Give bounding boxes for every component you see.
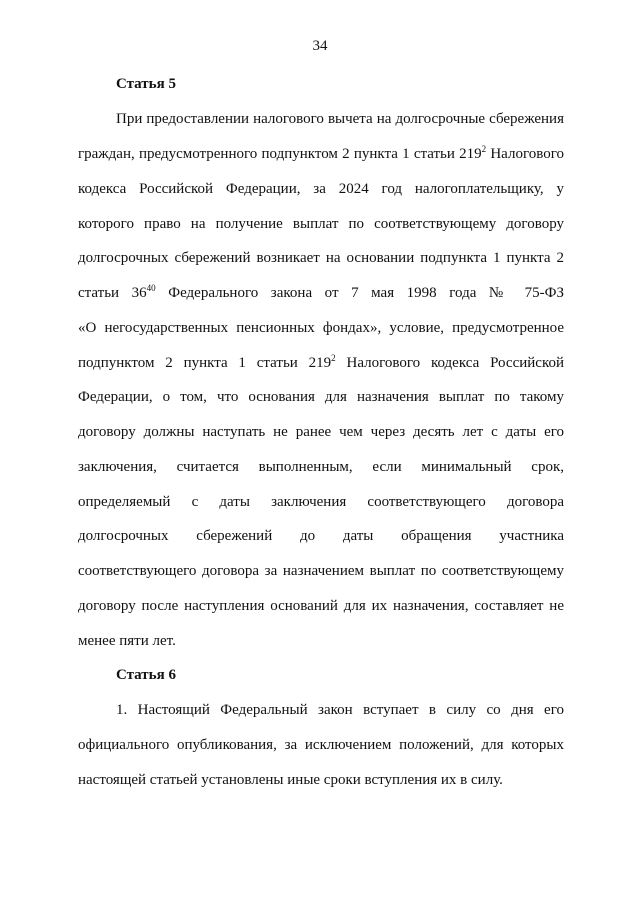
text-line: определяемый с даты заключения соответствующего договора xyxy=(78,494,564,510)
text-line: Федерации, о том, что основания для назначения выплат по такому xyxy=(78,389,564,405)
text-line: договору после наступления оснований для их назначения, составляет не xyxy=(78,598,564,614)
text-line: 1. Настоящий Федеральный закон вступает в силу со дня его xyxy=(116,702,564,718)
text-line: менее пяти лет. xyxy=(78,633,176,649)
text-line: договору должны наступать не ранее чем через десять лет с даты его xyxy=(78,424,564,440)
page-number: 34 xyxy=(312,38,328,54)
article-6-heading: Статья 6 xyxy=(116,667,176,683)
text-line: подпунктом 2 пункта 1 статьи $219^2$ Налогового кодекса Российской xyxy=(78,353,564,371)
text-line: «О негосударственных пенсионных фондах», условие, предусмотренное xyxy=(78,320,564,336)
text-line: долгосрочных сбережений возникает на основании подпункта 1 пункта 2 xyxy=(78,250,564,266)
article-5-heading: Статья 5 xyxy=(116,76,176,92)
text-line: официального опубликования, за исключением положений, для которых xyxy=(78,737,564,753)
text-line: настоящей статьей установлены иные сроки вступления их в силу. xyxy=(78,772,503,788)
text-line: соответствующего договора за назначением выплат по соответствующему xyxy=(78,563,564,579)
text-line: статьи $36^{40}$ Федерального закона от 7 мая 1998 года № 75-ФЗ xyxy=(78,283,564,301)
text-line: которого право на получение выплат по соответствующему договору xyxy=(78,216,564,232)
text-line: При предоставлении налогового вычета на долгосрочные сбережения xyxy=(116,111,564,127)
text-line: граждан, предусмотренного подпунктом 2 пункта 1 статьи $219^2$ Налогового xyxy=(78,144,564,162)
text-line: долгосрочных сбережений до даты обращения участника xyxy=(78,528,564,544)
text-line: кодекса Российской Федерации, за 2024 год налогоплательщику, у xyxy=(78,181,564,197)
text-line: заключения, считается выполненным, если минимальный срок, xyxy=(78,459,564,475)
